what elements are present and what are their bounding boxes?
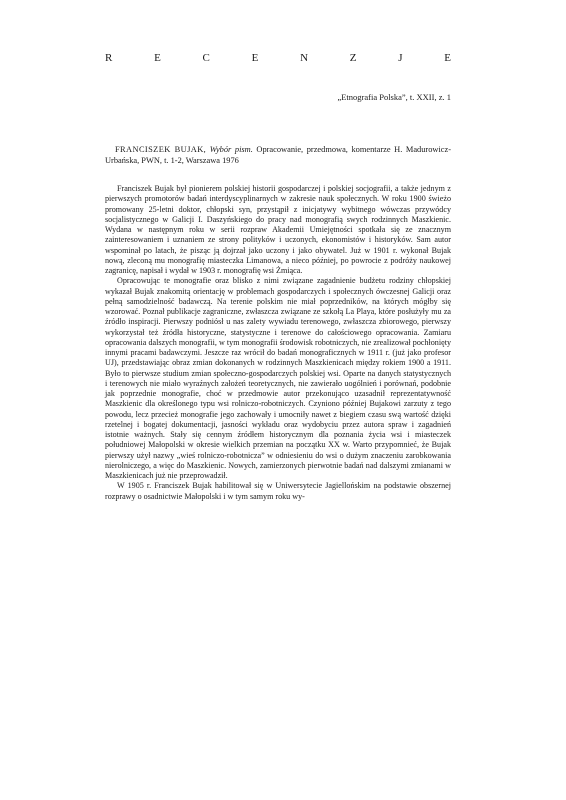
section-heading-letter: E — [251, 52, 259, 64]
section-heading-letter: R — [105, 52, 113, 64]
section-heading-letter: E — [444, 52, 451, 64]
review-author: FRANCISZEK BUJAK, — [115, 145, 207, 154]
section-heading-letter: J — [398, 52, 403, 64]
review-bibliographic-header — [105, 144, 451, 166]
section-heading — [105, 52, 451, 64]
paragraph: Franciszek Bujak był pionierem polskiej historii gospodarczej i polskiej socjografii, a także jednym z pierwszych promotorów badań interdyscyplinarnych w zakresie nauk społecznych. W roku 1900 świeżo promowany 25-letni doktor, chłopski syn, przystąpił z inicjatywy wybitnego wówczas przywódcy socjalistycznego w Galicji I. Daszyńskiego do pracy nad monografią swych rodzinnych Maszkienic. Wydana w następnym roku w serii rozpraw Akademii Umiejętności spotkała się ze znacznym zainteresowaniem i uznaniem ze strony polityków i uczonych, ekonomistów i historyków. Sam autor wspominał po latach, że pisząc ją dojrzał jako uczony i jako obywatel. Już w 1901 r. wykonał Bujak nową, zleconą mu monografię miasteczka Limanowa, a nieco później, po powrocie z podróży naukowej zagranicę, napisał i wydał w 1903 r. monografię wsi Żmiąca. — [105, 184, 451, 275]
review-body — [105, 184, 451, 502]
review-details: Opracowanie, przedmowa, komentarze H. Madurowicz-Urbańska, PWN, t. 1-2, Warszawa 1976 — [105, 145, 451, 165]
section-heading-letter: Z — [349, 52, 357, 64]
paragraph: Opracowując te monografie oraz blisko z nimi związane zagadnienie budżetu rodziny chłopskiej wykazał Bujak znakomitą orientację w problemach gospodarczych i społecznych ówczesnej Galicji oraz pełną samodzielność badawczą. Na terenie polskim nie miał poprzedników, na których mógłby się wzorować. Poznał publikacje zagraniczne, zwłaszcza związane ze szkołą La Playa, które posłużyły mu za źródło inspiracji. Pierwszy podniósł u nas zalety wywiadu terenowego, zwłaszcza zbiorowego, pierwszy wykorzystał też źródła historyczne, statystyczne i terenowe do całościowego opracowania. Zamiaru opracowania dalszych monografii, w tym monografii środowisk robotniczych, nie zrealizował pochłonięty innymi pracami badawczymi. Jeszcze raz wrócił do badań monograficznych w 1911 r. (już jako profesor UJ), przedstawiając obraz zmian dokonanych w rodzinnych Maszkienicach między rokiem 1900 a 1911. Było to pierwsze studium zmian społeczno-gospodarczych polskiej wsi. Oparte na danych statystycznych i terenowych nie miało wyraźnych założeń teoretycznych, nie zawierało uogólnień i porównań, podobnie jak poprzednie monografie, choć w przedmowie autor przekonująco uzasadnił reprezentatywność Maszkienic dla określonego typu wsi rolniczo-robotniczych. Czyniono później Bujakowi zarzuty z tego powodu, lecz przecież monografie jego zachowały i umocniły nawet z biegiem czasu swą wartość dzięki rzetelnej i bogatej dokumentacji, jasności wykładu oraz wydobyciu przez autora spraw i zagadnień istotnie ważnych. Stały się cennym źródłem historycznym dla poznania życia wsi i miasteczek południowej Małopolski w okresie wielkich przemian na początku XX w. Warto przypomnieć, że Bujak pierwszy użył nazwy „wieś rolniczo-robotnicza” w odniesieniu do wsi o dużym znaczeniu zarobkowania nierolniczego, a więc do Maszkienic. Nowych, zamierzonych pierwotnie badań nad dalszymi zmianami w Maszkienicach już nie przeprowadził. — [105, 276, 451, 480]
section-heading-letter: N — [300, 52, 309, 64]
section-heading-letter: C — [202, 52, 210, 64]
paragraph: W 1905 r. Franciszek Bujak habilitował się w Uniwersytecie Jagiellońskim na podstawie obszernej rozprawy o osadnictwie Małopolski i w tym samym roku wy- — [105, 481, 451, 501]
journal-reference: „Etnografia Polska”, t. XXII, z. 1 — [337, 92, 451, 102]
review-title: Wybór pism. — [209, 145, 253, 154]
section-heading-letter: E — [154, 52, 161, 64]
